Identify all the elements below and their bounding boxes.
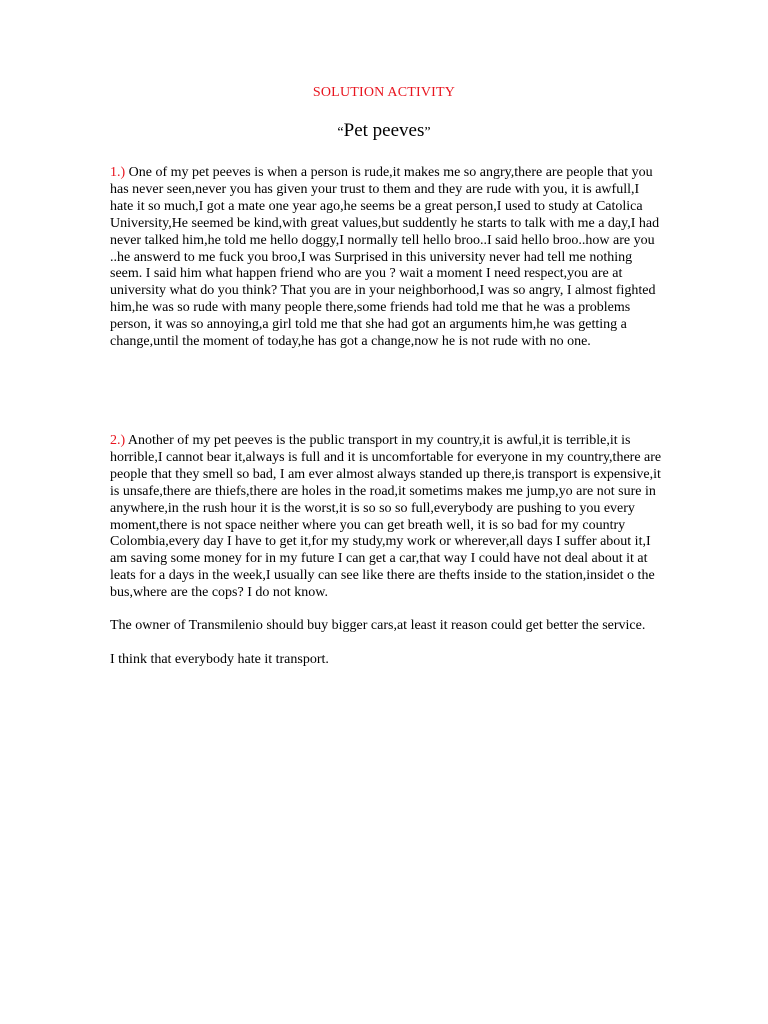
document-title <box>0 120 768 142</box>
title-close-quote: ” <box>424 125 431 140</box>
paragraph-2 <box>110 433 662 602</box>
paragraph-text: Another of my pet peeves is the public transport in my country,it is awful,it is terrible,it is horrible,I cannot bear it,always is full and it is uncomfortable for everyone in my country,there are people that they smell so bad, I am ever almost always standed up there,is transport is expensive,it is unsafe,there are thiefs,there are holes in the road,it sometims makes me jump,yo are not sure in anywhere,in the rush hour it is the worst,it is so so so full,everybody are pushing to you every moment,there is not space neither where you can get breath well, it is so bad for my country Colombia,every day I have to get it,for my study,my work or wherever,all days I suffer about it,I am saving some money for in my future I can get a car,that way I could have not deal about it at leats for a days in the week,I usually can see like there are thefts inside to the station,insidet o the bus,where are the cops? I do not know. <box>110 433 662 601</box>
paragraph-3 <box>110 618 662 635</box>
paragraph-1 <box>110 165 662 351</box>
paragraph-4 <box>110 652 662 669</box>
paragraph-text: One of my pet peeves is when a person is rude,it makes me so angry,there are people that you has never seen,never you has given your trust to them and they are rude with you, it is awfull,I hate it so much,I got a mate one year ago,he seems be a great person,I used to study at Catolica University,He seemed be kind,with great values,but suddently he starts to talk with me a day,I had never talked him,he told me hello doggy,I normally tell hello broo..I said hello broo..how are you ..he answerd to me fuck you broo,I was Surprised in this university never had tell me nothing seem. I said him what happen friend who are you ? wait a moment I need respect,you are at university what do you think? That you are in your neighborhood,I was so angry, I almost fighted him,he was so rude with many people there,some friends had told me that he was a problems person, it was so annoying,a girl told me that she had got an arguments him,he was getting a change,until the moment of today,he has got a change,now he is not rude with no one. <box>110 165 660 350</box>
title-open-quote: “ <box>337 125 344 140</box>
activity-heading: SOLUTION ACTIVITY <box>312 85 456 100</box>
paragraph-text: I think that everybody hate it transport. <box>110 652 329 667</box>
paragraph-number: 1.) <box>110 165 126 180</box>
paragraph-text: The owner of Transmilenio should buy bigger cars,at least it reason could get better the service. <box>110 618 646 633</box>
title-text: Pet peeves <box>343 120 425 141</box>
paragraph-number: 2.) <box>110 433 126 448</box>
